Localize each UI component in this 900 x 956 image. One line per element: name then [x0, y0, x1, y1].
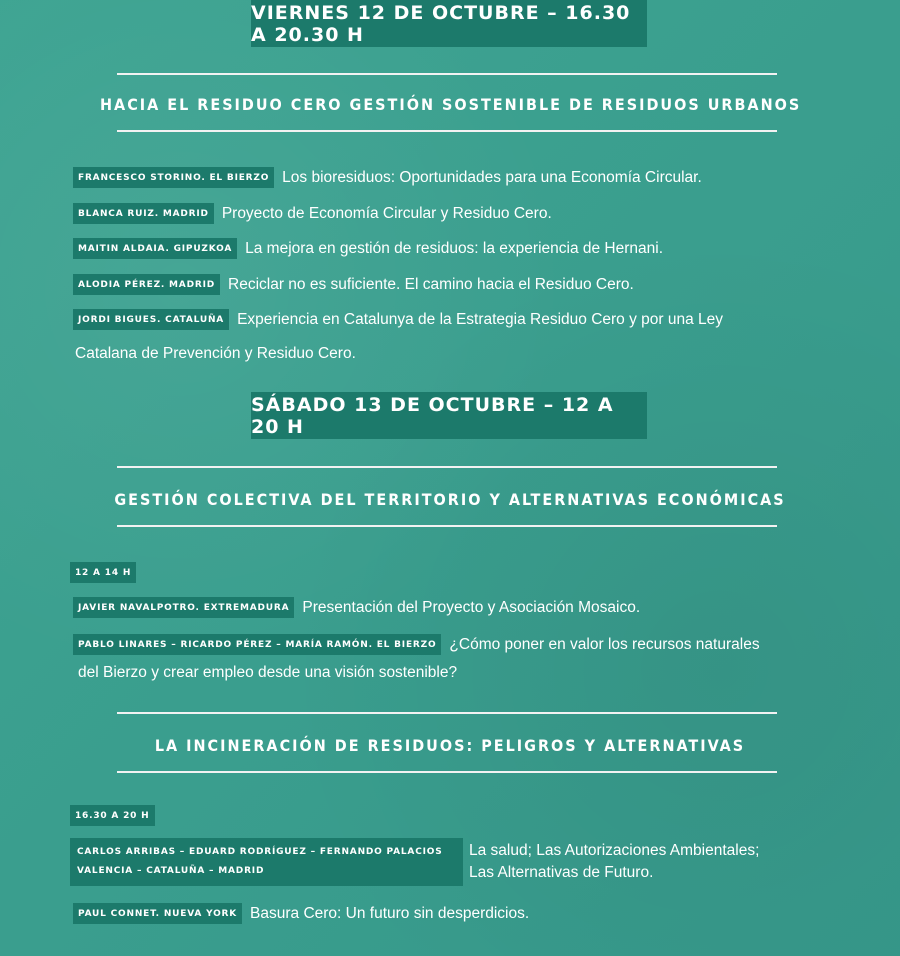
speaker-tag: MAITIN ALDAIA. GIPUZKOA [73, 238, 237, 259]
speaker-tag: PABLO LINARES – RICARDO PÉREZ – MARÍA RAMÓN. EL BIERZO [73, 634, 441, 655]
speaker-tag: JORDI BIGUES. CATALUÑA [73, 309, 229, 330]
talk-title: Proyecto de Economía Circular y Residuo Cero. [221, 204, 552, 222]
saturday-date-text: SÁBADO 13 DE OCTUBRE – 12 A 20 H [251, 393, 614, 438]
divider [117, 712, 777, 714]
talk-title-continued: Las Alternativas de Futuro. [469, 864, 654, 881]
talk-row [73, 903, 529, 924]
talk-title-continued: del Bierzo y crear empleo desde una visión sostenible? [78, 664, 458, 681]
time-tag: 12 A 14 H [70, 562, 136, 583]
talk-row [73, 634, 760, 655]
talk-row [73, 203, 552, 224]
speaker-tag [70, 838, 463, 886]
talk-title: Basura Cero: Un futuro sin desperdicios. [250, 904, 530, 922]
talk-title: La salud; Las Autorizaciones Ambientales; [469, 842, 760, 859]
speaker-tag: PAUL CONNET. NUEVA YORK [73, 903, 242, 924]
time-tag: 16.30 A 20 H [70, 805, 155, 826]
talk-title: ¿Cómo poner en valor los recursos naturales [449, 635, 760, 653]
talk-row [73, 238, 663, 259]
divider [117, 525, 777, 527]
divider [117, 130, 777, 132]
speaker-tag: BLANCA RUIZ. MADRID [73, 203, 214, 224]
talk-title-continued: Catalana de Prevención y Residuo Cero. [75, 345, 356, 362]
section-title-residuo-cero: HACIA EL RESIDUO CERO GESTIÓN SOSTENIBLE DE RESIDUOS URBANOS [100, 95, 802, 114]
speaker-tag: FRANCESCO STORINO. EL BIERZO [73, 167, 274, 188]
talk-title: Los bioresiduos: Oportunidades para una Economía Circular. [282, 168, 702, 186]
talk-row [73, 274, 634, 295]
talk-title: Experiencia en Catalunya de la Estrategia Residuo Cero y por una Ley [237, 310, 724, 328]
talk-title: Presentación del Proyecto y Asociación Mosaico. [302, 598, 641, 616]
speaker-locations: VALENCIA – CATALUÑA – MADRID [77, 866, 265, 876]
friday-date-banner [251, 0, 647, 47]
speaker-tag: ALODIA PÉREZ. MADRID [73, 274, 220, 295]
section-title-incineracion: LA INCINERACIÓN DE RESIDUOS: PELIGROS Y ALTERNATIVAS [154, 736, 746, 755]
talk-row [73, 167, 702, 188]
speaker-names: CARLOS ARRIBAS – EDUARD RODRÍGUEZ – FERNANDO PALACIOS [77, 847, 443, 857]
friday-date-text: VIERNES 12 DE OCTUBRE – 16.30 A 20.30 H [251, 1, 631, 46]
divider [117, 466, 777, 468]
talk-title: La mejora en gestión de residuos: la experiencia de Hernani. [245, 239, 664, 257]
speaker-tag: JAVIER NAVALPOTRO. EXTREMADURA [73, 597, 294, 618]
saturday-date-banner [251, 392, 647, 439]
talk-row [73, 597, 640, 618]
talk-row [73, 309, 723, 330]
divider [117, 73, 777, 75]
divider [117, 771, 777, 773]
section-title-gestion-colectiva: GESTIÓN COLECTIVA DEL TERRITORIO Y ALTERNATIVAS ECONÓMICAS [114, 490, 786, 509]
talk-title: Reciclar no es suficiente. El camino hacia el Residuo Cero. [228, 275, 634, 293]
talk-row [70, 838, 840, 888]
